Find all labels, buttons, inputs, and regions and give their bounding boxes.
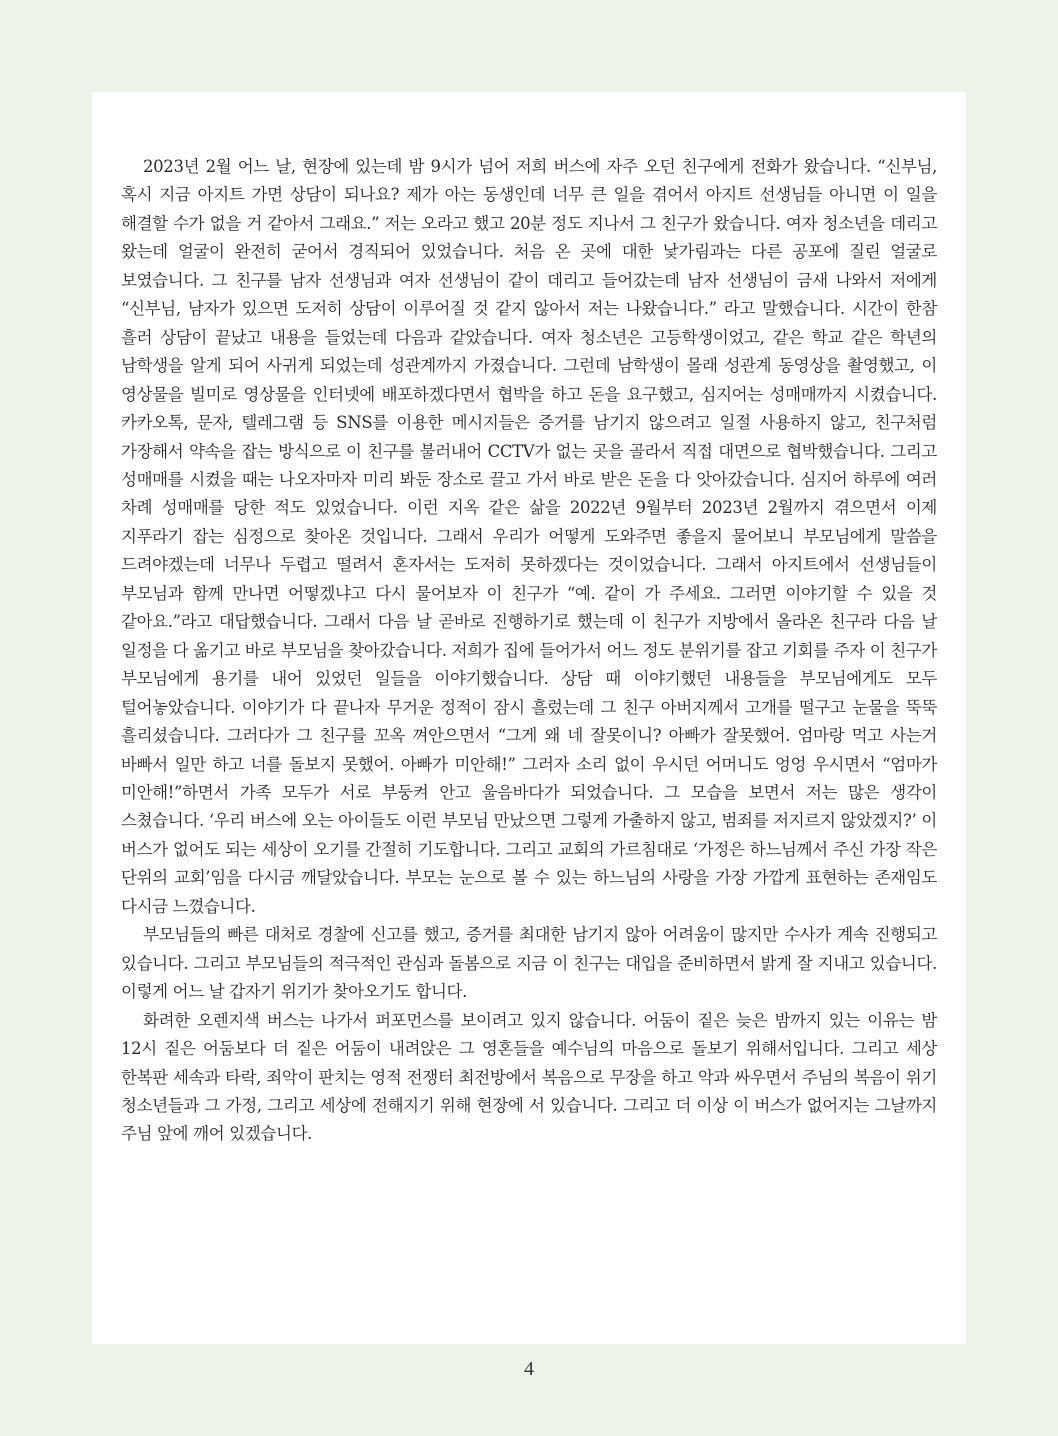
page-number: 4 (524, 1358, 534, 1380)
paragraph-2: 부모님들의 빠른 대처로 경찰에 신고를 했고, 증거를 최대한 남기지 않아 어려움이 많지만 수사가 계속 진행되고 있습니다. 그리고 부모님들의 적극적인 관심과 돌봄으로 지금 이 친구는 대입을 준비하면서 밝게 잘 지내고 있습니다. 이렇게 어느 날 갑자기 위기가 찾아오기도 합니다. (121, 925, 937, 1002)
body-text (121, 153, 937, 1149)
paragraph-3: 화려한 오렌지색 버스는 나가서 퍼포먼스를 보이려고 있지 않습니다. 어둠이 짙은 늦은 밤까지 있는 이유는 밤 12시 짙은 어둠보다 더 짙은 어둠이 내려앉은 그 영혼들을 예수님의 마음으로 돌보기 위해서입니다. 그리고 세상 한복판 세속과 타락, 죄악이 판치는 영적 전쟁터 최전방에서 복음으로 무장을 하고 악과 싸우면서 주님의 복음이 위기 청소년들과 그 가정, 그리고 세상에 전해지기 위해 현장에 서 있습니다. 그리고 더 이상 이 버스가 없어지는 그날까지 주님 앞에 깨어 있겠습니다. (121, 1010, 937, 1144)
paragraph-1: 2023년 2월 어느 날, 현장에 있는데 밤 9시가 넘어 저희 버스에 자주 오던 친구에게 전화가 왔습니다. “신부님, 혹시 지금 아지트 가면 상담이 되나요? 제가 아는 동생인데 너무 큰 일을 겪어서 아지트 선생님들 아니면 이 일을 해결할 수가 없을 거 같아서 그래요.” 저는 오라고 했고 20분 정도 지나서 그 친구가 왔습니다. 여자 청소년을 데리고 왔는데 얼굴이 완전히 굳어서 경직되어 있었습니다. 처음 온 곳에 대한 낯가림과는 다른 공포에 질린 얼굴로 보였습니다. 그 친구를 남자 선생님과 여자 선생님이 같이 데리고 들어갔는데 남자 선생님이 금새 나와서 저에게 “신부님, 남자가 있으면 도저히 상담이 이루어질 것 같지 않아서 저는 나왔습니다.” 라고 말했습니다. 시간이 한참 흘러 상담이 끝났고 내용을 들었는데 다음과 같았습니다. 여자 청소년은 고등학생이었고, 같은 학교 같은 학년의 남학생을 알게 되어 사귀게 되었는데 성관계까지 가졌습니다. 그런데 남학생이 몰래 성관계 동영상을 촬영했고, 이 영상물을 빌미로 영상물을 인터넷에 배포하겠다면서 협박을 하고 돈을 요구했고, 심지어는 성매매까지 시켰습니다. 카카오톡, 문자, 텔레그램 등 SNS를 이용한 메시지들은 증거를 남기지 않으려고 일절 사용하지 않고, 친구처럼 가장해서 약속을 잡는 방식으로 이 친구를 불러내어 CCTV가 없는 곳을 골라서 직접 대면으로 협박했습니다. 그리고 성매매를 시켰을 때는 나오자마자 미리 봐둔 장소로 끌고 가서 바로 받은 돈을 다 앗아갔습니다. 심지어 하루에 여러 차례 성매매를 당한 적도 있었습니다. 이런 지옥 같은 삶을 2022년 9월부터 2023년 2월까지 겪으면서 이제 지푸라기 잡는 심정으로 찾아온 것입니다. 그래서 우리가 어떻게 도와주면 좋을지 물어보니 부모님에게 말씀을 드려야겠는데 너무나 두렵고 떨려서 혼자서는 도저히 못하겠다는 것이었습니다. 그래서 아지트에서 선생님들이 부모님과 함께 만나면 어떻겠냐고 다시 물어보자 이 친구가 “예. 같이 가 주세요. 그러면 이야기할 수 있을 것 같아요.”라고 대답했습니다. 그래서 다음 날 곧바로 진행하기로 했는데 이 친구가 지방에서 올라온 친구라 다음 날 일정을 다 옮기고 바로 부모님을 찾아갔습니다. 저희가 집에 들어가서 어느 정도 분위기를 잡고 기회를 주자 이 친구가 부모님에게 용기를 내어 있었던 일들을 이야기했습니다. 상담 때 이야기했던 내용들을 부모님에게도 모두 털어놓았습니다. 이야기가 다 끝나자 무거운 정적이 잠시 흘렀는데 그 친구 아버지께서 고개를 떨구고 눈물을 뚝뚝 흘리셨습니다. 그러다가 그 친구를 꼬옥 껴안으면서 “그게 왜 네 잘못이니? 아빠가 잘못했어. 엄마랑 먹고 사는거 바빠서 일만 하고 너를 돌보지 못했어. 아빠가 미안해!” 그러자 소리 없이 우시던 어머니도 엉엉 우시면서 “엄마가 미안해!”하면서 가족 모두가 서로 부둥켜 안고 울음바다가 되었습니다. 그 모습을 보면서 저는 많은 생각이 스쳤습니다. ‘우리 버스에 오는 아이들도 이런 부모님 만났으면 그렇게 가출하지 않고, 범죄를 저지르지 않았겠지?’ 이 버스가 없어도 되는 세상이 오기를 간절히 기도합니다. 그리고 교회의 가르침대로 ‘가정은 하느님께서 주신 가장 작은 단위의 교회’임을 다시금 깨달았습니다. 부모는 눈으로 볼 수 있는 하느님의 사랑을 가장 가깝게 표현하는 존재임도 다시금 느꼈습니다. (121, 157, 937, 916)
